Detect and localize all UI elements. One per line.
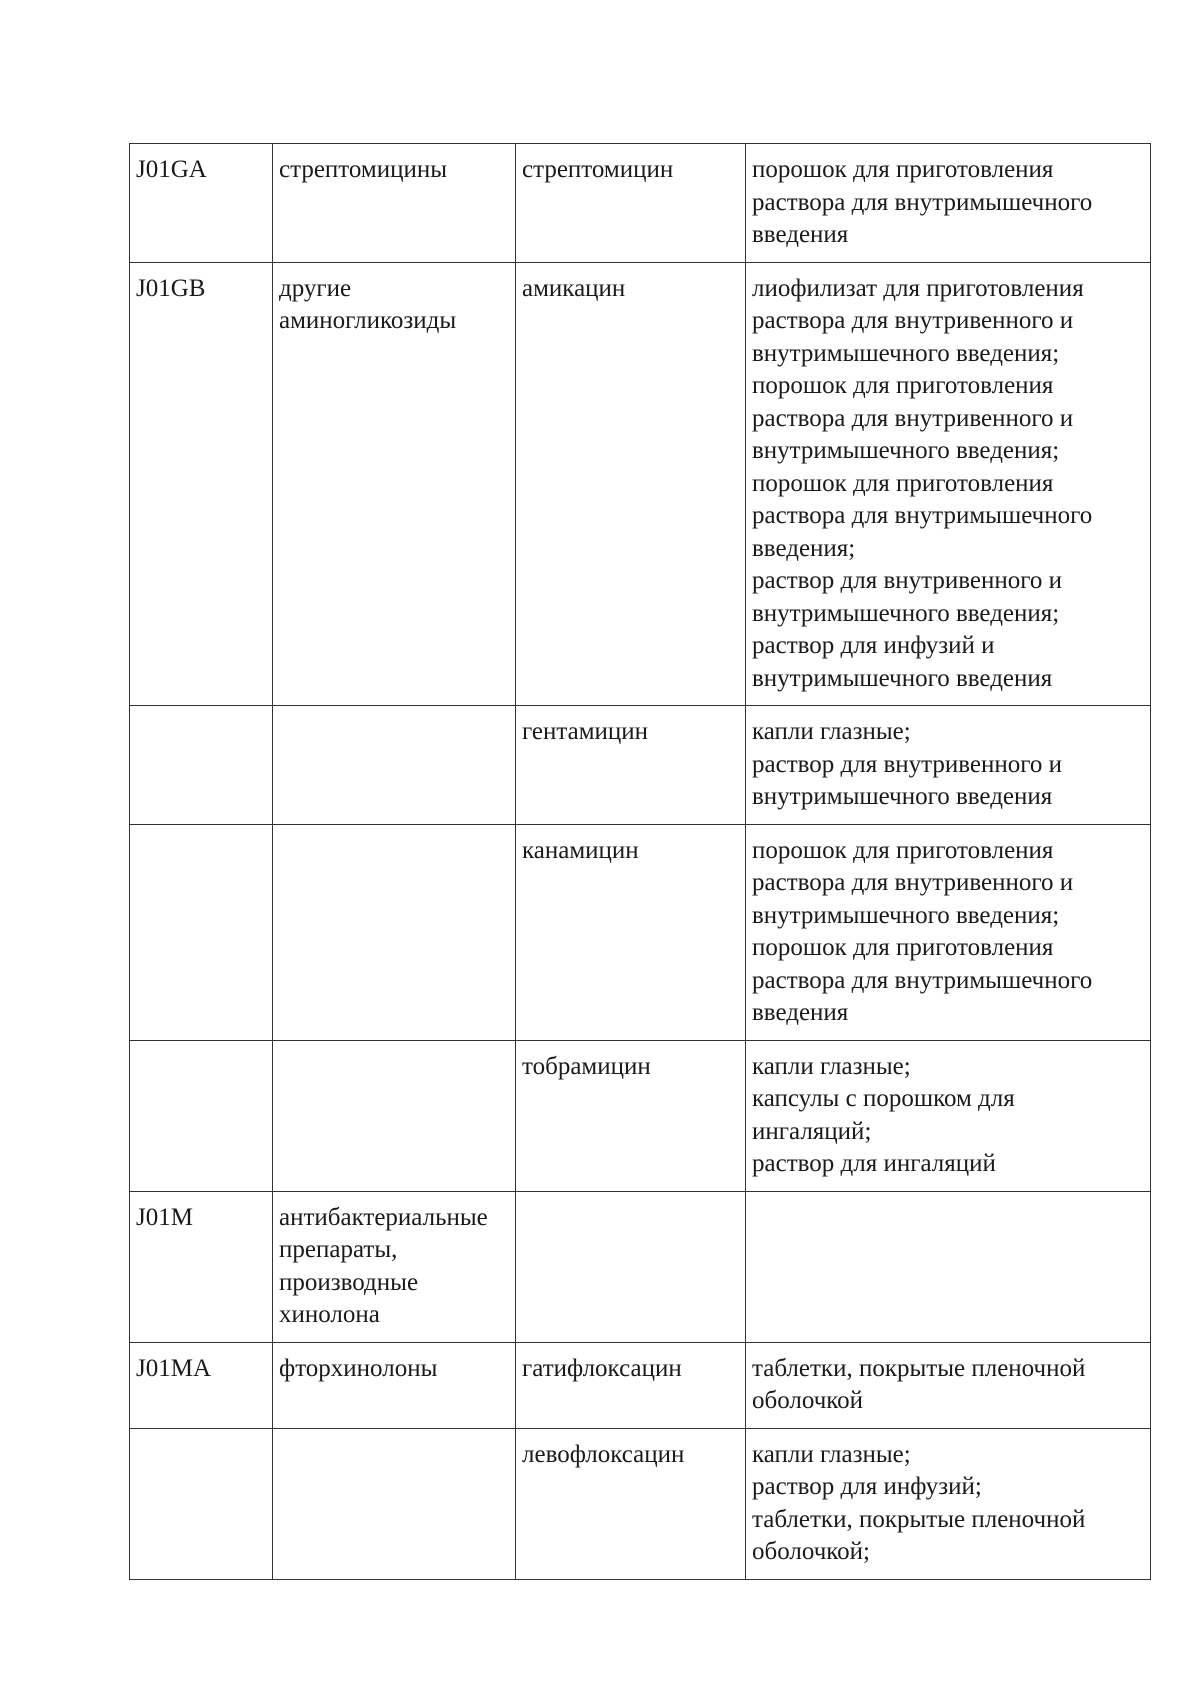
atc-code-cell: J01M — [130, 1191, 273, 1342]
dosage-forms-cell: капли глазные; капсулы с порошком для ингаляций; раствор для ингаляций — [746, 1040, 1151, 1191]
table-row — [130, 1342, 1151, 1428]
table-row — [130, 824, 1151, 1040]
atc-group-cell — [273, 824, 516, 1040]
atc-group-cell: антибактериальные препараты, производные хинолона — [273, 1191, 516, 1342]
table-row — [130, 706, 1151, 825]
atc-code-cell — [130, 824, 273, 1040]
atc-code-cell: J01MA — [130, 1342, 273, 1428]
dosage-forms-cell: таблетки, покрытые пленочной оболочкой — [746, 1342, 1151, 1428]
dosage-forms-cell: капли глазные; раствор для инфузий; таблетки, покрытые пленочной оболочкой; — [746, 1428, 1151, 1579]
atc-group-cell: стрептомицины — [273, 144, 516, 263]
atc-group-cell: фторхинолоны — [273, 1342, 516, 1428]
table-row — [130, 1428, 1151, 1579]
atc-code-cell: J01GB — [130, 262, 273, 706]
atc-group-cell — [273, 706, 516, 825]
table-row — [130, 144, 1151, 263]
drug-name-cell: гентамицин — [516, 706, 746, 825]
atc-code-cell — [130, 706, 273, 825]
atc-group-cell — [273, 1428, 516, 1579]
drug-name-cell: амикацин — [516, 262, 746, 706]
dosage-forms-cell: порошок для приготовления раствора для внутримышечного введения — [746, 144, 1151, 263]
drug-name-cell: стрептомицин — [516, 144, 746, 263]
atc-code-cell: J01GA — [130, 144, 273, 263]
table-row — [130, 262, 1151, 706]
table-row — [130, 1191, 1151, 1342]
drug-name-cell: левофлоксацин — [516, 1428, 746, 1579]
dosage-forms-cell: лиофилизат для приготовления раствора для внутривенного и внутримышечного введения; порошок для приготовления раствора для внутривенного и внутримышечного введения; порошок для приготовления раствора для внутримышечного введения; раствор для внутривенного и внутримышечного введения; раствор для инфузий и внутримышечного введения — [746, 262, 1151, 706]
dosage-forms-cell: капли глазные; раствор для внутривенного и внутримышечного введения — [746, 706, 1151, 825]
atc-group-cell — [273, 1040, 516, 1191]
drug-name-cell: канамицин — [516, 824, 746, 1040]
drug-name-cell: гатифлоксацин — [516, 1342, 746, 1428]
drug-name-cell — [516, 1191, 746, 1342]
drug-name-cell: тобрамицин — [516, 1040, 746, 1191]
atc-code-cell — [130, 1428, 273, 1579]
dosage-forms-cell — [746, 1191, 1151, 1342]
table-row — [130, 1040, 1151, 1191]
atc-group-cell: другие аминогликозиды — [273, 262, 516, 706]
atc-code-cell — [130, 1040, 273, 1191]
dosage-forms-cell: порошок для приготовления раствора для внутривенного и внутримышечного введения; порошок для приготовления раствора для внутримышечного введения — [746, 824, 1151, 1040]
drug-table — [129, 143, 1151, 1580]
